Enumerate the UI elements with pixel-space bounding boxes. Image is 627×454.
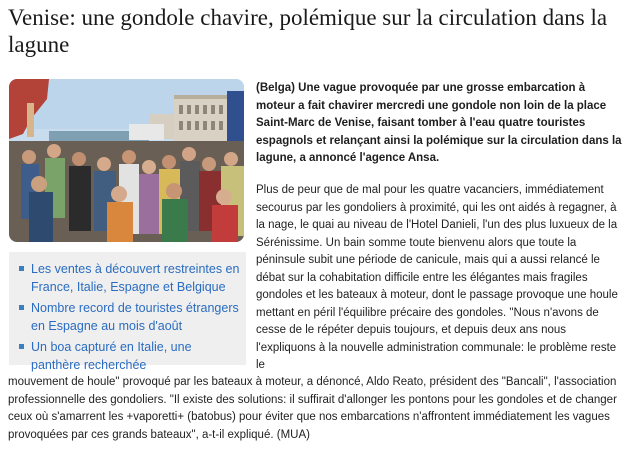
square-bullet-icon (19, 305, 24, 310)
related-link-item (15, 338, 240, 374)
related-links-box (9, 252, 246, 372)
related-link[interactable]: Nombre record de touristes étrangers en Espagne au mois d'août (31, 301, 239, 333)
related-link[interactable]: Les ventes à découvert restreintes en France, Italie, Espagne et Belgique (31, 262, 240, 294)
article-body-part1: Plus de peur que de mal pour les quatre vacanciers, immédiatement secourus par les gondoliers à proximité, qui les ont aidés à regagner, à la nage, le quai au niveau de l'Hotel Danieli, l'un des plus luxueux de la Sérénissime. Un bain somme toute bienvenu alors que toute la péninsule subit une période de canicule, mais qui a aussi relancé le débat sur la cohabitation difficile entre les élégantes mais fragiles gondoles et les bateaux à moteur, dont le passage provoque une houle mettant en péril l'équilibre précaire des gondoles. "Nous n'avons de cesse de le répéter depuis toujours, et depuis deux ans nous l'expliquons à la nouvelle administration communale: le problème reste le (256, 184, 618, 371)
related-link-item (15, 299, 240, 335)
related-link-item (15, 260, 240, 296)
article-title: Venise: une gondole chavire, polémique sur la circulation dans la lagune (8, 5, 608, 57)
square-bullet-icon (19, 344, 24, 349)
related-link[interactable]: Un boa capturé en Italie, une panthère recherchée (31, 340, 192, 372)
article-body-part2: mouvement de houle" provoqué par les bateaux à moteur, a dénoncé, Aldo Reato, président des "Bancali", l'association professionnelle des gondoliers. "Il existe des solutions: il suffirait d'allonger les pontons pour les gondoles et de changer ceux où s'amarrent les +vaporetti+ (batobus) pour éviter que nos embarcations n'affrontent immédiatement les vagues provoquées par ces grands bateaux", a-t-il expliqué. (MUA) (8, 376, 617, 441)
related-links-list (15, 260, 240, 374)
square-bullet-icon (19, 266, 24, 271)
article-photo (9, 79, 244, 242)
article-lead: (Belga) Une vague provoquée par une grosse embarcation à moteur a fait chavirer mercredi une gondole non loin de la place Saint-Marc de Venise, faisant tomber à l'eau quatre touristes espagnols et relançant ainsi la polémique sur la circulation dans la lagune, a annoncé l'agence Ansa. (256, 82, 622, 164)
